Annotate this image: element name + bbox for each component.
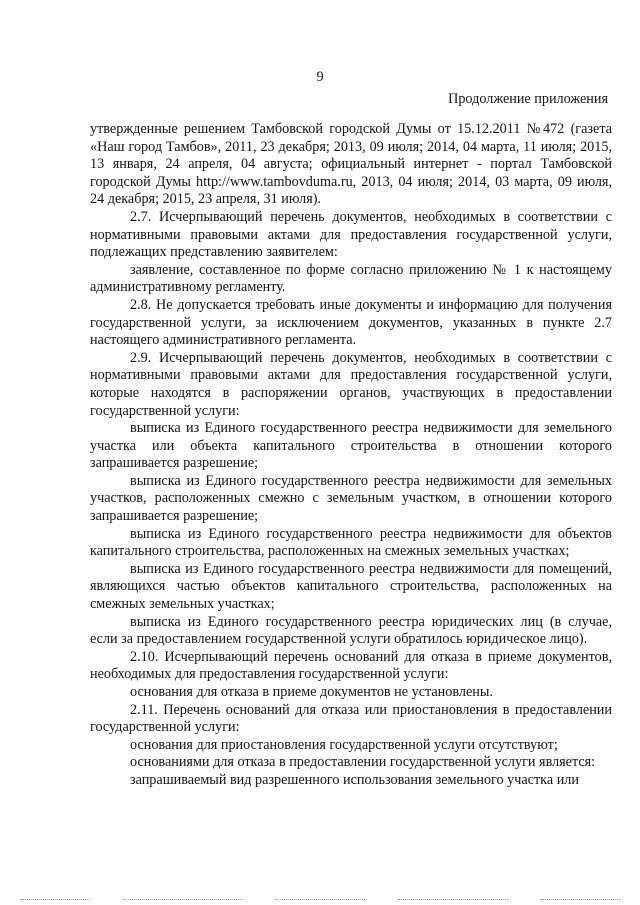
paragraph-2-9: 2.9. Исчерпывающий перечень документов, необходимых в соответствии с нормативными правовыми актами для предоставления государственной услуги, которые находятся в распоряжении органов, участвующих в предоставлении государственной услуги: — [90, 349, 612, 419]
list-item-egrn-premises: выписка из Единого государственного реестра недвижимости для помещений, являющихся частью объектов капитального строительства, расположенных на смежных земельных участках; — [90, 560, 612, 613]
document-body — [90, 121, 612, 790]
scan-edge-marks — [20, 899, 620, 901]
paragraph-2-7: 2.7. Исчерпывающий перечень документов, необходимых в соответствии с нормативными правовыми актами для предоставления государственной услуги, подлежащих представлению заявителем: — [90, 208, 612, 261]
paragraph-application-form: заявление, составленное по форме согласно приложению № 1 к настоящему административному регламенту. — [90, 261, 612, 296]
paragraph-requested-use: запрашиваемый вид разрешенного использования земельного участка или — [130, 771, 579, 788]
list-item-egrn-adjacent-plots: выписка из Единого государственного реестра недвижимости для земельных участков, расположенных смежно с земельным участком, в отношении которого запрашивается разрешение; — [90, 472, 612, 525]
paragraph-regulation-sources: утвержденные решением Тамбовской городской Думы от 15.12.2011 №472 (газета «Наш город Тамбов», 2011, 23 декабря; 2013, 09 июля; 2014, 04 марта, 11 июля; 2015, 13 января, 24 апреля, 04 августа; официальный интернет - портал Тамбовской городской Думы http://www.tambovduma.ru, 2013, 04 июля; 2014, 03 марта, 09 июля, 24 декабря; 2015, 23 апреля, 31 июля). — [90, 121, 612, 208]
continuation-heading: Продолжение приложения — [448, 91, 608, 107]
paragraph-refusal-grounds: основаниями для отказа в предоставлении государственной услуги является: — [130, 754, 596, 771]
paragraph-no-suspension-grounds: основания для приостановления государственной услуги отсутствуют; — [130, 736, 558, 753]
paragraph-2-10: 2.10. Исчерпывающий перечень оснований для отказа в приеме документов, необходимых для предоставления государственной услуги: — [90, 648, 612, 683]
list-item-egrn-construction-objects: выписка из Единого государственного реестра недвижимости для объектов капитального строительства, расположенных на смежных земельных участках; — [90, 525, 612, 560]
list-item-egrul: выписка из Единого государственного реестра юридических лиц (в случае, если за предоставлением государственной услуги обратилось юридическое лицо). — [90, 613, 612, 648]
paragraph-no-refusal-grounds: основания для отказа в приеме документов не установлены. — [130, 684, 493, 700]
paragraph-2-11: 2.11. Перечень оснований для отказа или приостановления в предоставлении государственной услуги: — [90, 701, 612, 736]
paragraph-2-8: 2.8. Не допускается требовать иные документы и информацию для получения государственной услуги, за исключением документов, указанных в пункте 2.7 настоящего административного регламента. — [90, 296, 612, 349]
list-item-egrn-land-plot: выписка из Единого государственного реестра недвижимости для земельного участка или объекта капитального строительства в отношении которого запрашивается разрешение; — [90, 420, 612, 472]
page-number: 9 — [316, 69, 324, 85]
